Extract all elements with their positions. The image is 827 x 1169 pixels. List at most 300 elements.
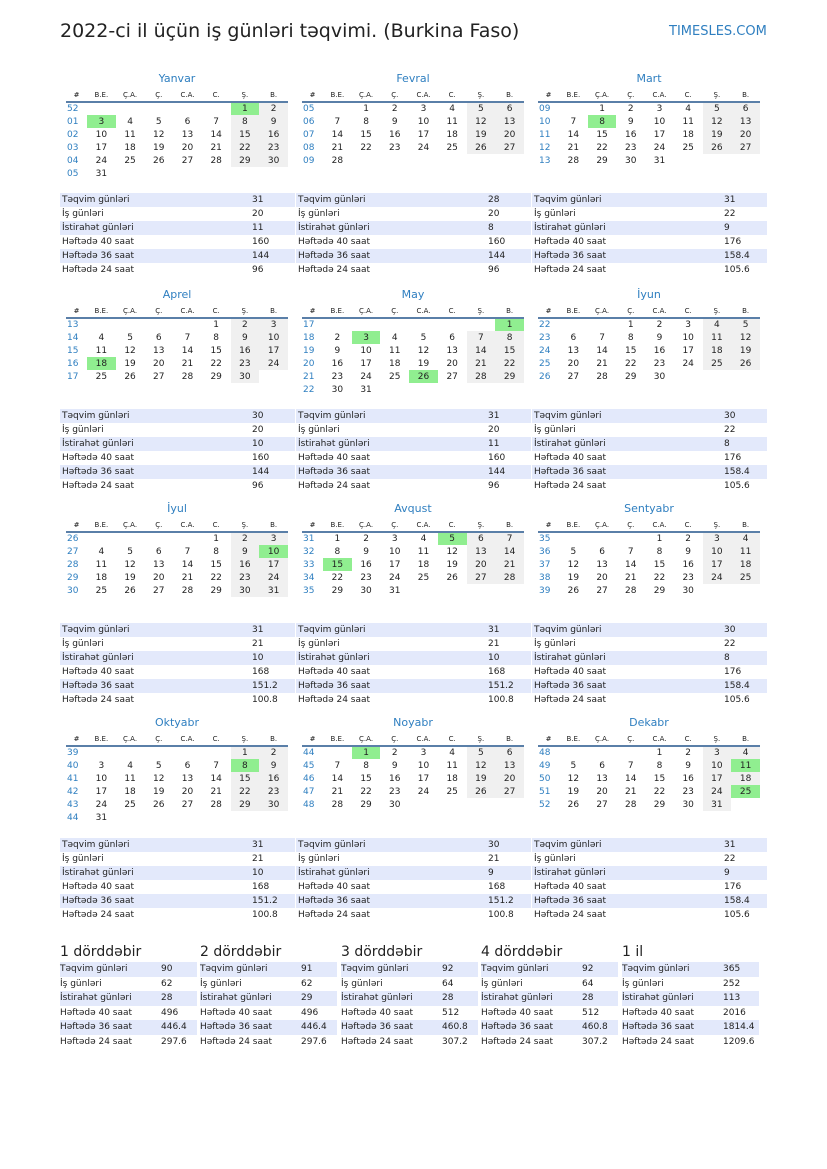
- summary-label: Həftədə 40 saat: [60, 1007, 133, 1018]
- day-cell: 4: [127, 760, 133, 771]
- day-cell: 26: [731, 357, 760, 370]
- day-cell: 3: [352, 331, 381, 344]
- summary-label: İstirahət günləri: [60, 221, 250, 235]
- week-number: 29: [67, 572, 79, 583]
- day-header: B.E.: [87, 733, 116, 746]
- day-cell: 31: [95, 812, 108, 823]
- summary-value: 11: [486, 437, 531, 451]
- day-cell: 14: [625, 559, 637, 570]
- day-cell: 3: [703, 532, 732, 545]
- day-cell: 24: [417, 142, 430, 153]
- brand-link[interactable]: TIMESLES.COM: [669, 24, 767, 39]
- day-cell: 27: [567, 371, 580, 382]
- day-header: Ç.: [616, 305, 645, 318]
- week-number: 21: [303, 371, 315, 382]
- month-calendar: [66, 502, 288, 597]
- day-cell: 30: [360, 585, 372, 596]
- day-cell: 10: [389, 546, 401, 557]
- empty-cell: [173, 532, 202, 545]
- day-cell: 13: [567, 345, 580, 356]
- month-calendar: [302, 72, 524, 167]
- day-header: Ş.: [703, 89, 732, 102]
- day-cell: 1: [213, 320, 220, 330]
- month-calendar: [302, 502, 524, 597]
- empty-cell: [352, 318, 381, 331]
- summary-value: 460.8: [442, 1020, 478, 1035]
- day-cell: 6: [155, 546, 162, 557]
- empty-cell: [231, 167, 260, 180]
- day-cell: 8: [495, 331, 524, 344]
- summary-label: Təqvim günləri: [296, 623, 486, 637]
- week-number: 05: [67, 168, 79, 179]
- empty-cell: [467, 154, 496, 167]
- day-cell: 2: [391, 748, 398, 758]
- week-number: 39: [539, 585, 551, 596]
- month-summary: [532, 409, 767, 493]
- day-cell: 6: [449, 332, 456, 343]
- empty-cell: [87, 532, 116, 545]
- day-header: Ş.: [231, 519, 260, 532]
- month-summary: [296, 409, 531, 493]
- empty-cell: [674, 154, 703, 167]
- summary-label: İstirahət günləri: [532, 437, 722, 451]
- day-header: Ç.A.: [352, 305, 381, 318]
- empty-cell: [173, 811, 202, 824]
- day-cell: 4: [685, 104, 692, 114]
- summary-value: 8: [722, 437, 767, 451]
- day-cell: 13: [495, 115, 524, 128]
- empty-cell: [144, 532, 173, 545]
- empty-cell: [559, 102, 588, 115]
- day-cell: 15: [625, 345, 637, 356]
- summary-value: 100.8: [252, 910, 278, 920]
- month-name: Sentyabr: [624, 502, 674, 515]
- day-cell: 9: [363, 546, 369, 557]
- day-cell: 4: [703, 318, 732, 331]
- summary-value: 28: [582, 991, 618, 1006]
- summary-value: 160: [488, 453, 506, 463]
- day-cell: 17: [417, 129, 430, 140]
- month-summary: [532, 193, 767, 277]
- week-number: 09: [539, 104, 551, 114]
- week-number: 09: [303, 155, 315, 166]
- day-header: C.: [438, 305, 467, 318]
- day-header: Ş.: [703, 733, 732, 746]
- day-cell: 10: [259, 545, 288, 558]
- day-cell: 12: [153, 129, 165, 140]
- empty-cell: [380, 154, 409, 167]
- day-cell: 21: [181, 572, 194, 583]
- day-cell: 11: [417, 546, 430, 557]
- day-cell: 24: [95, 799, 108, 810]
- day-cell: 12: [731, 331, 760, 344]
- day-cell: 6: [599, 546, 605, 557]
- summary-value: 10: [250, 866, 295, 880]
- day-cell: 5: [155, 116, 162, 127]
- summary-label: Təqvim günləri: [296, 838, 486, 852]
- summary-label: Təqvim günləri: [622, 962, 723, 977]
- day-cell: 22: [625, 358, 637, 369]
- day-cell: 24: [653, 142, 666, 153]
- day-cell: 21: [567, 142, 580, 153]
- week-number: 01: [67, 116, 79, 127]
- summary-value: 30: [722, 409, 767, 423]
- day-cell: 10: [682, 332, 694, 343]
- day-header: Ç.A.: [588, 305, 617, 318]
- day-header: B.E.: [559, 89, 588, 102]
- day-cell: 4: [449, 104, 456, 114]
- day-header: C.: [202, 305, 231, 318]
- day-cell: 19: [567, 786, 580, 797]
- quarter-title: 2 dörddəbir: [200, 944, 282, 960]
- day-cell: 13: [495, 759, 524, 772]
- day-cell: 3: [391, 534, 398, 544]
- summary-label: Həftədə 36 saat: [60, 894, 250, 908]
- summary-label: İstirahət günləri: [532, 221, 722, 235]
- day-cell: 9: [656, 332, 663, 343]
- summary-value: 64: [582, 978, 594, 989]
- summary-value: 92: [442, 962, 478, 977]
- day-cell: 15: [596, 129, 608, 140]
- day-cell: 15: [360, 773, 372, 784]
- day-cell: 10: [703, 545, 732, 558]
- day-header: #: [302, 519, 323, 532]
- summary-label: İstirahət günləri: [296, 651, 486, 665]
- summary-value: 90: [161, 962, 197, 977]
- day-cell: 10: [259, 331, 288, 344]
- summary-value: 151.2: [250, 679, 295, 693]
- day-cell: 16: [682, 773, 694, 784]
- day-cell: 20: [596, 572, 608, 583]
- month-calendar: [66, 716, 288, 824]
- day-cell: 15: [360, 129, 372, 140]
- empty-cell: [173, 167, 202, 180]
- day-cell: 23: [682, 786, 694, 797]
- summary-value: 31: [722, 193, 767, 207]
- day-cell: 13: [467, 545, 496, 558]
- day-cell: 8: [213, 546, 220, 557]
- month-summary: [532, 838, 767, 922]
- day-header: B.: [259, 519, 288, 532]
- day-cell: 30: [259, 798, 288, 811]
- month-name: Dekabr: [629, 716, 669, 729]
- summary-label: Təqvim günləri: [341, 962, 442, 977]
- day-header: Ş.: [467, 519, 496, 532]
- empty-cell: [144, 318, 173, 331]
- empty-cell: [409, 318, 438, 331]
- day-header: B.E.: [559, 305, 588, 318]
- empty-cell: [467, 318, 496, 331]
- day-cell: 7: [467, 331, 496, 344]
- day-cell: 8: [334, 546, 341, 557]
- day-cell: 2: [656, 320, 663, 330]
- day-cell: 5: [703, 102, 732, 115]
- day-cell: 9: [391, 116, 398, 127]
- quarter-title: 4 dörddəbir: [481, 944, 563, 960]
- day-cell: 30: [231, 584, 260, 597]
- day-cell: 24: [360, 371, 372, 382]
- empty-cell: [409, 584, 438, 597]
- day-cell: 21: [210, 142, 222, 153]
- day-cell: 1: [352, 746, 381, 759]
- day-header: Ç.: [144, 519, 173, 532]
- summary-value: 28: [442, 991, 478, 1006]
- day-cell: 30: [682, 585, 694, 596]
- day-cell: 22: [231, 785, 260, 798]
- day-cell: 28: [331, 155, 344, 166]
- summary-value: 20: [488, 209, 500, 219]
- summary-label: Həftədə 40 saat: [534, 453, 607, 463]
- summary-label: Həftədə 36 saat: [60, 1020, 161, 1035]
- day-cell: 26: [153, 799, 165, 810]
- summary-value: 176: [724, 882, 742, 892]
- day-cell: 25: [682, 142, 694, 153]
- empty-cell: [380, 383, 409, 396]
- summary-label: Həftədə 40 saat: [298, 882, 371, 892]
- summary-value: 168: [252, 882, 270, 892]
- summary-label: Təqvim günləri: [200, 962, 301, 977]
- day-cell: 26: [467, 141, 496, 154]
- summary-label: Həftədə 36 saat: [60, 679, 250, 693]
- day-header: B.E.: [323, 89, 352, 102]
- day-cell: 26: [467, 785, 496, 798]
- empty-cell: [116, 746, 145, 759]
- day-cell: 17: [259, 344, 288, 357]
- summary-value: 168: [488, 882, 506, 892]
- week-number: 13: [539, 155, 551, 166]
- summary-label: İş günləri: [298, 209, 340, 219]
- summary-value: 21: [252, 639, 264, 649]
- summary-value: 9: [722, 866, 767, 880]
- summary-label: İstirahət günləri: [532, 866, 722, 880]
- day-cell: 12: [567, 559, 580, 570]
- empty-cell: [703, 154, 732, 167]
- day-cell: 18: [682, 129, 694, 140]
- day-cell: 18: [446, 773, 458, 784]
- day-header: Ç.A.: [588, 89, 617, 102]
- day-cell: 25: [389, 371, 401, 382]
- summary-label: Həftədə 24 saat: [534, 695, 607, 705]
- summary-value: 92: [582, 962, 618, 977]
- summary-label: İstirahət günləri: [60, 866, 250, 880]
- day-cell: 23: [231, 357, 260, 370]
- day-cell: 27: [495, 141, 524, 154]
- summary-label: İş günləri: [534, 639, 576, 649]
- month-summary: [60, 193, 295, 277]
- summary-value: 20: [252, 425, 264, 435]
- empty-cell: [703, 370, 732, 383]
- month-calendar: [538, 288, 760, 383]
- day-cell: 22: [231, 141, 260, 154]
- summary-label: İş günləri: [62, 854, 104, 864]
- day-header: #: [66, 305, 87, 318]
- day-cell: 26: [124, 585, 136, 596]
- day-header: Ç.A.: [116, 305, 145, 318]
- day-cell: 24: [682, 358, 694, 369]
- summary-value: 176: [724, 453, 742, 463]
- day-cell: 4: [420, 534, 427, 544]
- day-cell: 5: [467, 102, 496, 115]
- week-number: 22: [539, 320, 551, 330]
- day-cell: 7: [627, 760, 634, 771]
- day-header: B.: [731, 89, 760, 102]
- day-header: #: [538, 733, 559, 746]
- empty-cell: [323, 102, 352, 115]
- day-cell: 23: [259, 785, 288, 798]
- empty-cell: [731, 154, 760, 167]
- summary-value: 168: [488, 667, 506, 677]
- summary-value: 28: [486, 193, 531, 207]
- summary-label: Həftədə 24 saat: [298, 481, 371, 491]
- summary-value: 158.4: [722, 249, 767, 263]
- summary-value: 10: [250, 651, 295, 665]
- day-cell: 24: [389, 572, 401, 583]
- summary-value: 31: [250, 193, 295, 207]
- day-cell: 1: [231, 746, 260, 759]
- quarter-summary: [481, 962, 618, 1049]
- week-number: 25: [539, 358, 551, 369]
- day-cell: 23: [360, 572, 372, 583]
- summary-value: 31: [486, 623, 531, 637]
- day-cell: 18: [703, 344, 732, 357]
- day-header: C.A.: [173, 733, 202, 746]
- empty-cell: [495, 383, 524, 396]
- day-cell: 28: [331, 799, 344, 810]
- day-cell: 27: [495, 785, 524, 798]
- day-cell: 19: [124, 572, 136, 583]
- day-cell: 31: [95, 168, 108, 179]
- summary-label: İş günləri: [62, 209, 104, 219]
- day-header: C.: [438, 89, 467, 102]
- day-cell: 7: [184, 546, 191, 557]
- month-name: Mart: [636, 72, 662, 85]
- summary-label: İstirahət günləri: [200, 991, 301, 1006]
- empty-cell: [495, 798, 524, 811]
- week-number: 36: [539, 546, 551, 557]
- day-cell: 23: [682, 572, 694, 583]
- summary-label: İş günləri: [62, 425, 104, 435]
- day-cell: 17: [360, 358, 372, 369]
- day-cell: 8: [213, 332, 220, 343]
- month-summary: [60, 623, 295, 707]
- day-cell: 30: [259, 154, 288, 167]
- summary-label: Həftədə 24 saat: [62, 910, 135, 920]
- day-cell: 18: [95, 572, 108, 583]
- week-number: 20: [303, 358, 315, 369]
- day-header: Ç.: [380, 89, 409, 102]
- summary-value: 105.6: [724, 695, 750, 705]
- summary-label: Həftədə 40 saat: [534, 882, 607, 892]
- day-cell: 2: [685, 748, 692, 758]
- empty-cell: [259, 811, 288, 824]
- quarter-summary: [60, 962, 197, 1049]
- day-header: #: [66, 89, 87, 102]
- day-cell: 22: [360, 786, 372, 797]
- day-cell: 28: [181, 585, 194, 596]
- day-cell: 27: [153, 371, 165, 382]
- summary-value: 1814.4: [723, 1020, 759, 1035]
- day-header: B.E.: [323, 733, 352, 746]
- summary-value: 176: [724, 237, 742, 247]
- empty-cell: [173, 746, 202, 759]
- summary-label: Həftədə 36 saat: [60, 249, 250, 263]
- quarter-summary: [200, 962, 337, 1049]
- day-cell: 17: [703, 772, 732, 785]
- day-cell: 27: [596, 585, 608, 596]
- empty-cell: [116, 532, 145, 545]
- day-cell: 6: [495, 746, 524, 759]
- day-cell: 31: [653, 155, 666, 166]
- day-header: C.: [674, 519, 703, 532]
- summary-value: 160: [488, 237, 506, 247]
- day-header: C.A.: [409, 89, 438, 102]
- quarter-summary: [341, 962, 478, 1049]
- day-cell: 3: [87, 115, 116, 128]
- day-cell: 13: [181, 773, 194, 784]
- day-cell: 30: [653, 371, 666, 382]
- day-cell: 12: [703, 115, 732, 128]
- week-number: 34: [303, 572, 315, 583]
- summary-label: Təqvim günləri: [60, 962, 161, 977]
- summary-value: 21: [252, 854, 264, 864]
- day-cell: 2: [259, 746, 288, 759]
- empty-cell: [323, 318, 352, 331]
- summary-value: 496: [161, 1007, 179, 1018]
- empty-cell: [380, 318, 409, 331]
- day-cell: 5: [155, 760, 162, 771]
- day-cell: 14: [467, 344, 496, 357]
- week-number: 30: [67, 585, 79, 596]
- empty-cell: [87, 746, 116, 759]
- day-cell: 29: [231, 798, 260, 811]
- summary-label: Həftədə 24 saat: [534, 265, 607, 275]
- empty-cell: [438, 798, 467, 811]
- day-cell: 20: [446, 358, 458, 369]
- day-cell: 3: [259, 532, 288, 545]
- day-cell: 7: [334, 116, 341, 127]
- day-cell: 29: [625, 371, 637, 382]
- day-cell: 22: [653, 572, 666, 583]
- day-cell: 8: [231, 759, 260, 772]
- day-cell: 25: [124, 799, 136, 810]
- summary-value: 96: [252, 481, 264, 491]
- day-cell: 5: [570, 760, 577, 771]
- day-cell: 16: [682, 559, 694, 570]
- day-header: Ç.: [144, 733, 173, 746]
- day-cell: 28: [625, 799, 637, 810]
- day-cell: 19: [467, 128, 496, 141]
- summary-label: Təqvim günləri: [60, 623, 250, 637]
- empty-cell: [703, 584, 732, 597]
- day-cell: 29: [231, 154, 260, 167]
- summary-label: İş günləri: [481, 978, 523, 989]
- day-cell: 8: [656, 546, 663, 557]
- day-cell: 28: [596, 371, 608, 382]
- week-number: 18: [303, 332, 315, 343]
- summary-value: 158.4: [722, 894, 767, 908]
- day-cell: 1: [627, 320, 634, 330]
- day-cell: 10: [703, 759, 732, 772]
- empty-cell: [588, 746, 617, 759]
- summary-value: 29: [301, 991, 337, 1006]
- day-cell: 4: [98, 332, 105, 343]
- day-header: C.: [202, 733, 231, 746]
- day-header: Ç.: [616, 733, 645, 746]
- day-header: C.: [674, 305, 703, 318]
- day-header: C.A.: [645, 519, 674, 532]
- day-header: C.: [674, 89, 703, 102]
- day-cell: 17: [703, 558, 732, 571]
